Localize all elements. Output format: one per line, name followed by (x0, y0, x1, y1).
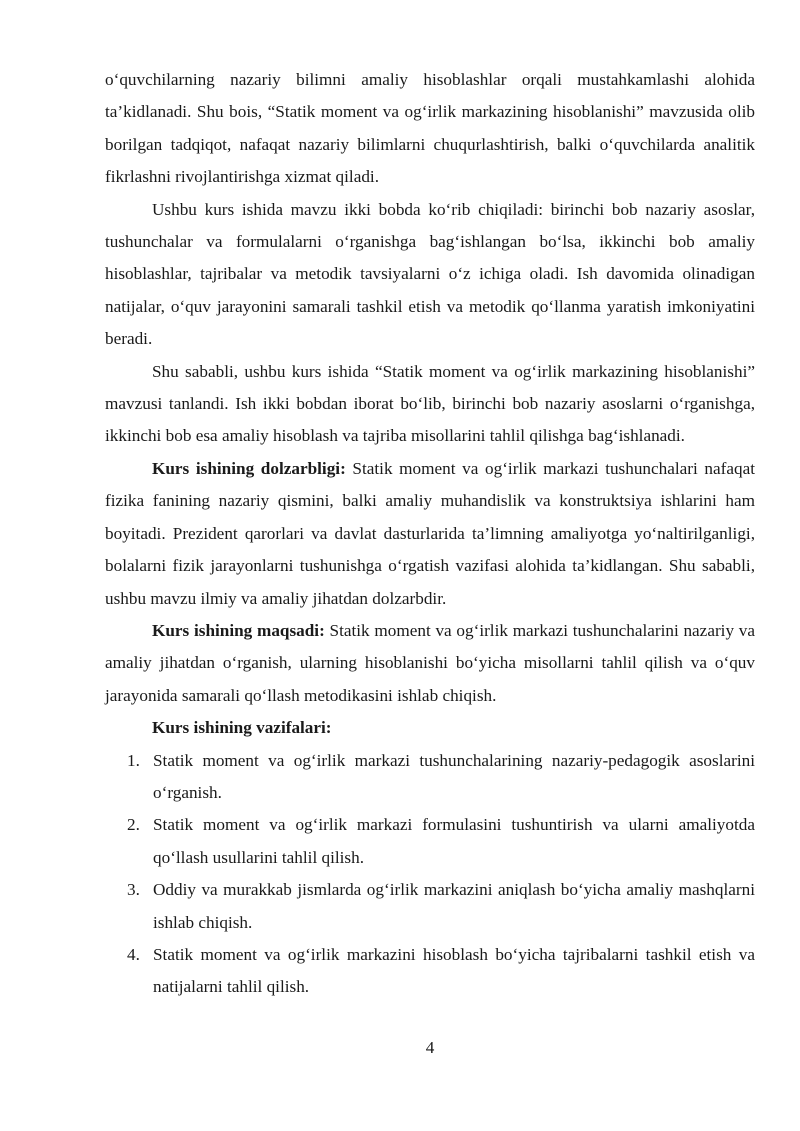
relevance-label: Kurs ishining dolzarbligi: (152, 458, 346, 478)
list-item-text: Statik moment va og‘irlik markazini hisoblash bo‘yicha tajribalarni tashkil etish va natijalarni tahlil qilish. (153, 944, 755, 997)
list-item-number: 4. (127, 944, 140, 964)
page-number: 4 (425, 1038, 435, 1057)
list-item-number: 3. (127, 880, 140, 900)
list-item-number: 1. (127, 750, 140, 770)
goal-text: Statik moment va og‘irlik markazi tushunchalarini nazariy va amaliy jihatdan o‘rganish, ularning hisoblanishi bo‘yicha misollarni tahlil qilish va o‘quv jarayonida samarali qo‘llash metodikasini ishlab chiqish. (105, 620, 755, 705)
paragraph-topic-choice: Shu sababli, ushbu kurs ishida “Statik moment va og‘irlik markazining hisoblanishi” mavzusi tanlandi. Ish ikki bobdan iborat bo‘lib, birinchi bob nazariy asoslarni o‘rganishga, ikkinchi bob esa amaliy hisoblash va tajriba misollarini tahlil qilishga bag‘ishlanadi. (105, 361, 755, 446)
list-item (105, 939, 755, 1004)
list-item (105, 874, 755, 939)
tasks-heading-text: Kurs ishining vazifalari: (152, 718, 332, 738)
paragraph-goal (105, 615, 755, 712)
relevance-text: Statik moment va og‘irlik markazi tushunchalari nafaqat fizika fanining nazariy qismini, balki amaliy muhandislik va konstruktsiya ishlarini ham boyitadi. Prezident qarorlari va davlat dasturlarida ta’limning amaliyotga yo‘naltirilganligi, bolalarni fizik jarayonlarni tushunishga o‘rgatish vazifasi alohida ta’kidlangan. Shu sababli, ushbu mavzu ilmiy va amaliy jihatdan dolzarbdir. (105, 458, 755, 608)
paragraph-relevance (105, 453, 755, 615)
paragraph-intro: o‘quvchilarning nazariy bilimni amaliy hisoblashlar orqali mustahkamlashi alohida ta’kidlanadi. Shu bois, “Statik moment va og‘irlik markazining hisoblanishi” mavzusida olib borilgan tadqiqot, nafaqat nazariy bilimlarni chuqurlashtirish, balki o‘quvchilarda analitik fikrlashni rivojlantirishga xizmat qiladi. (105, 70, 755, 187)
list-item-text: Statik moment va og‘irlik markazi tushunchalarining nazariy-pedagogik asoslarini o‘rganish. (153, 750, 755, 802)
list-item-number: 2. (127, 815, 140, 835)
list-item (105, 745, 755, 810)
document-page (105, 64, 755, 1004)
tasks-heading (105, 712, 755, 744)
tasks-list (105, 745, 755, 1004)
list-item-text: Statik moment va og‘irlik markazi formulasini tushuntirish va ularni amaliyotda qo‘llash usullarini tahlil qilish. (153, 815, 755, 867)
goal-label: Kurs ishining maqsadi: (152, 620, 325, 640)
paragraph-structure: Ushbu kurs ishida mavzu ikki bobda ko‘rib chiqiladi: birinchi bob nazariy asoslar, tushunchalar va formulalarni o‘rganishga bag‘ishlangan bo‘lsa, ikkinchi bob amaliy hisoblashlar, tajribalar va metodik tavsiyalarni o‘z ichiga oladi. Ish davomida olinadigan natijalar, o‘quv jarayonini samarali tashkil etish va metodik qo‘llanma yaratish imkoniyatini beradi. (105, 199, 755, 349)
list-item-text: Oddiy va murakkab jismlarda og‘irlik markazini aniqlash bo‘yicha amaliy mashqlarni ishlab chiqish. (153, 880, 755, 932)
list-item (105, 809, 755, 874)
